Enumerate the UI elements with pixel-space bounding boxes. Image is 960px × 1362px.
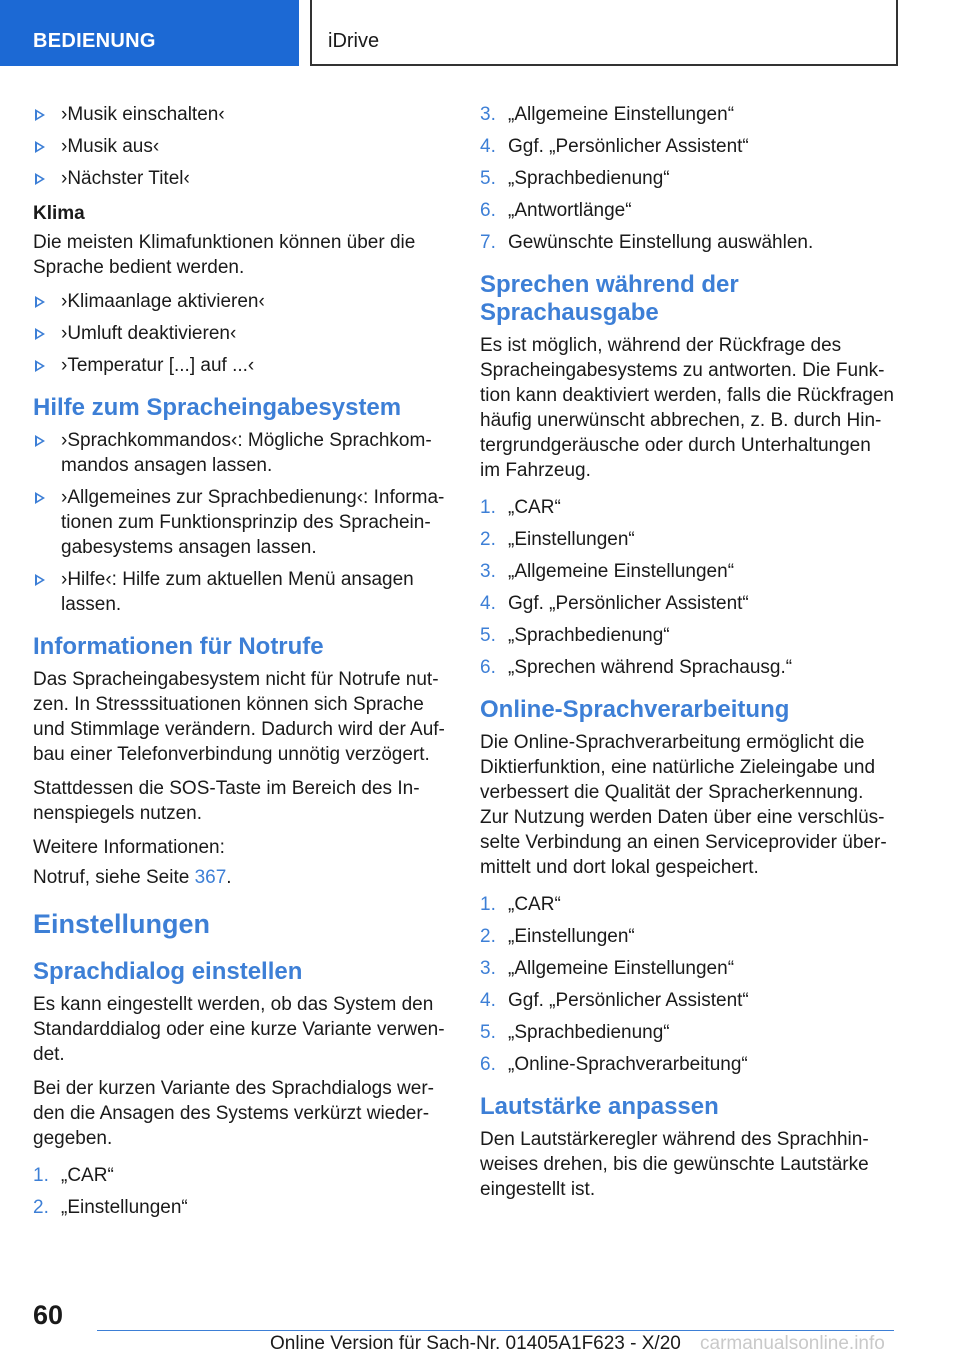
header-section-label: BEDIENUNG: [33, 30, 156, 52]
sprechen-heading: Sprechen während der Sprachausgabe: [480, 271, 739, 326]
list-item: 4. Ggf. „Persönlicher Assistent“: [480, 990, 749, 1011]
step-number: 4.: [480, 593, 496, 614]
online-paragraph: Die Online-Sprachverarbeitung ermöglicht die Diktierfunktion, eine natürliche Zieleingabe und verbessert die Qualität der Spracherkennung. Zur Nutzung werden Daten über eine verschlüsselte Verbindung an einen Serviceprovider übermittelt und dort lokal gespeichert.: [480, 732, 887, 878]
online-steps-list: [480, 892, 895, 1077]
header-chapter-label: iDrive: [328, 30, 380, 52]
step-number: 6.: [480, 1054, 496, 1075]
step-number: 7.: [480, 232, 496, 253]
list-item: ›Nächster Titel‹: [33, 166, 448, 191]
step-number: 1.: [480, 894, 496, 915]
notruf-paragraph-2: Stattdessen die SOS-Taste im Bereich des Innenspiegels nutzen.: [33, 778, 420, 824]
list-item: 6. „Antwortlänge“: [480, 200, 632, 221]
online-version-note: Online Version für Sach-Nr. 01405A1F623 - X/20: [270, 1333, 681, 1354]
step-number: 5.: [480, 168, 496, 189]
notruf-heading: Informationen für Notrufe: [33, 633, 324, 660]
list-item: 3. „Allgemeine Einstellungen“: [480, 561, 735, 582]
list-item: ›Temperatur [...] auf ...‹: [33, 353, 448, 378]
einstellungen-heading: Einstellungen: [33, 909, 211, 939]
triangle-bullet-icon: [35, 141, 45, 153]
notruf-paragraph-4: Notruf, siehe Seite 367.: [33, 867, 232, 888]
page-number: 60: [33, 1300, 64, 1330]
lautstaerke-heading: Lautstärke anpassen: [480, 1093, 719, 1120]
lautstaerke-paragraph: Den Lautstärkeregler während des Sprachhinweises drehen, bis die gewünschte Lautstärke eingestellt ist.: [480, 1129, 869, 1200]
step-number: 4.: [480, 990, 496, 1011]
triangle-bullet-icon: [35, 492, 45, 504]
list-item: ›Klimaanlage aktivieren‹: [33, 289, 448, 314]
list-item: 1. „CAR“: [480, 894, 561, 915]
step-number: 1.: [33, 1165, 49, 1186]
step-number: 2.: [480, 529, 496, 550]
list-item: ›Musik aus‹: [33, 134, 448, 159]
list-item: ›Umluft deaktivieren‹: [33, 321, 448, 346]
dialog-paragraph-2: Bei der kurzen Variante des Sprachdialogs werden die Ansagen des Systems verkürzt wiedergegeben.: [33, 1078, 434, 1149]
list-item: 1. „CAR“: [33, 1165, 114, 1186]
list-item: ›Sprachkommandos‹: Mögliche Sprachkommandos ansagen lassen.: [33, 428, 448, 478]
left-column: [33, 102, 448, 1230]
triangle-bullet-icon: [35, 173, 45, 185]
list-item: 5. „Sprachbedienung“: [480, 1022, 670, 1043]
right-column: [480, 102, 895, 1211]
step-number: 2.: [480, 926, 496, 947]
list-item: ›Musik einschalten‹: [33, 102, 448, 127]
step-number: 5.: [480, 625, 496, 646]
klima-commands-list: [33, 289, 448, 378]
watermark: carmanualsonline.info: [700, 1333, 885, 1354]
dialog-heading: Sprachdialog einstellen: [33, 958, 303, 985]
list-item: 4. Ggf. „Persönlicher Assistent“: [480, 136, 749, 157]
notruf-paragraph-3: Weitere Informationen:: [33, 837, 225, 858]
page-reference-link[interactable]: 367: [194, 867, 227, 888]
list-item: 6. „Sprechen während Sprachausg.“: [480, 657, 793, 678]
list-item: 2. „Einstellungen“: [480, 529, 635, 550]
list-item: 3. „Allgemeine Einstellungen“: [480, 958, 735, 979]
list-item: 4. Ggf. „Persönlicher Assistent“: [480, 593, 749, 614]
list-item: 2. „Einstellungen“: [33, 1197, 188, 1218]
klima-text: Die meisten Klimafunktionen können über die Sprache bedient werden.: [33, 232, 416, 278]
list-item: 3. „Allgemeine Einstellungen“: [480, 104, 735, 125]
triangle-bullet-icon: [35, 296, 45, 308]
triangle-bullet-icon: [35, 574, 45, 586]
hilfe-heading: Hilfe zum Spracheingabesystem: [33, 394, 402, 421]
sprechen-paragraph: Es ist möglich, während der Rückfrage des Spracheingabesystems zu antworten. Die Funktion kann deaktiviert werden, falls die Rückfragen häufig unerwünscht abbrechen, z. B. durch Hintergrundgeräusche oder durch Unterhaltungen im Fahrzeug.: [480, 335, 895, 481]
footer-divider: [97, 1330, 894, 1331]
header-section-tab: [0, 0, 299, 66]
list-item: 2. „Einstellungen“: [480, 926, 635, 947]
triangle-bullet-icon: [35, 109, 45, 121]
list-item: 5. „Sprachbedienung“: [480, 625, 670, 646]
dialog-steps-continued-list: [480, 102, 895, 255]
triangle-bullet-icon: [35, 435, 45, 447]
hilfe-commands-list: [33, 428, 448, 617]
step-number: 1.: [480, 497, 496, 518]
sprechen-steps-list: [480, 495, 895, 680]
list-item: 1. „CAR“: [480, 497, 561, 518]
step-number: 6.: [480, 200, 496, 221]
step-number: 3.: [480, 958, 496, 979]
step-number: 5.: [480, 1022, 496, 1043]
online-heading: Online-Sprachverarbeitung: [480, 696, 790, 723]
list-item: ›Hilfe‹: Hilfe zum aktuellen Menü ansagen lassen.: [33, 567, 448, 617]
step-number: 4.: [480, 136, 496, 157]
list-item: 7. Gewünschte Einstellung auswählen.: [480, 232, 814, 253]
triangle-bullet-icon: [35, 360, 45, 372]
notruf-paragraph-1: Das Spracheingabesystem nicht für Notrufe nutzen. In Stresssituationen können sich Sprache und Stimmlage verändern. Dadurch wird der Aufbau einer Telefonverbindung unnötig verzögert.: [33, 669, 445, 765]
step-number: 3.: [480, 104, 496, 125]
list-item: ›Allgemeines zur Sprachbedienung‹: Informationen zum Funktionsprinzip des Spracheingabesystems ansagen lassen.: [33, 485, 448, 560]
triangle-bullet-icon: [35, 328, 45, 340]
music-commands-list: [33, 102, 448, 191]
header-chapter-box: [310, 0, 898, 66]
list-item: 6. „Online-Sprachverarbeitung“: [480, 1054, 748, 1075]
dialog-paragraph-1: Es kann eingestellt werden, ob das System den Standarddialog oder eine kurze Variante verwendet.: [33, 994, 445, 1065]
step-number: 2.: [33, 1197, 49, 1218]
step-number: 3.: [480, 561, 496, 582]
step-number: 6.: [480, 657, 496, 678]
klima-label: Klima: [33, 203, 85, 224]
dialog-steps-list: [33, 1163, 448, 1220]
list-item: 5. „Sprachbedienung“: [480, 168, 670, 189]
